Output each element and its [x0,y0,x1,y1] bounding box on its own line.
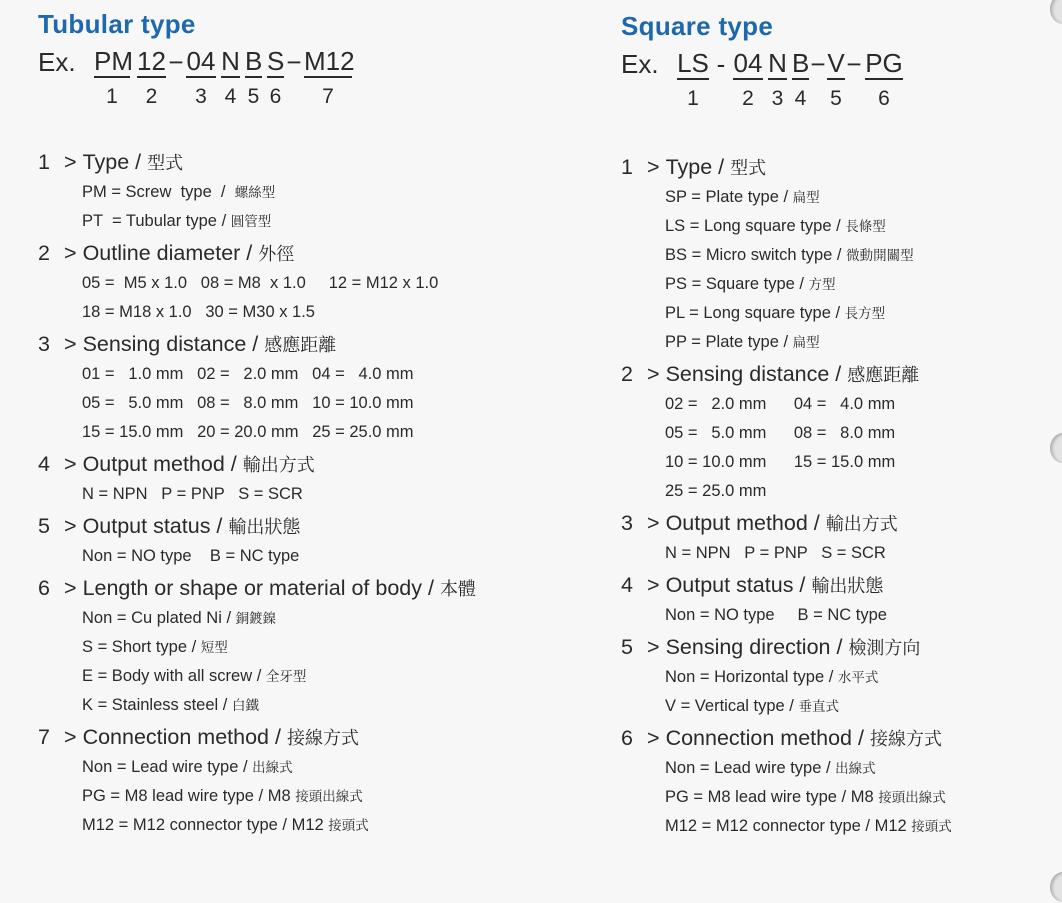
section-items [621,754,952,841]
code-segment-distance: 04 [733,48,763,78]
code-number: 1 [687,87,699,110]
option-item: 18 = M18 x 1.0 30 = M30 x 1.5 [82,303,315,321]
code-segment-direction: V [827,48,845,78]
section-items [38,542,476,571]
section-type [621,153,952,357]
section-items [38,753,476,840]
option-item: 25 = 25.0 mm [665,482,767,500]
option-item: 15 = 15.0 mm 20 = 20.0 mm 25 = 25.0 mm [82,423,414,441]
section-items [38,480,476,509]
section-output-status [38,512,476,571]
section-body [38,574,476,720]
code-segment-type: LS [677,48,709,78]
code-number: 5 [247,85,260,108]
option-item: PL = Long square type / 長方型 [665,304,886,322]
code-segment-output-status: B [245,46,263,76]
option-item: 02 = 2.0 mm 04 = 4.0 mm [665,395,896,413]
option-item: BS = Micro switch type / 微動開關型 [665,246,914,264]
section-items [621,539,952,568]
section-title-en: Output method / [665,511,820,535]
option-item: 10 = 10.0 mm 15 = 15.0 mm [665,453,896,471]
binder-hole-decoration [1050,433,1062,463]
gt-marker: > [64,514,77,538]
section-items [38,178,476,236]
section-title-en: Sensing distance / [82,332,259,356]
gt-marker: > [64,241,77,265]
section-number: 7 [38,725,50,749]
section-number: 6 [38,576,50,600]
code-segment-output-method: N [768,48,787,78]
code-separator: − [810,49,826,79]
gt-marker: > [64,332,77,356]
section-number: 1 [621,155,633,179]
binder-hole-decoration [1050,0,1062,24]
gt-marker: > [647,726,660,750]
code-number: 1 [106,85,118,108]
section-title [38,330,476,360]
section-type [38,148,476,236]
section-title [38,239,476,269]
option-item: LS = Long square type / 長條型 [665,217,886,235]
option-item: Non = NO type B = NC type [82,547,300,565]
section-title [38,450,476,480]
section-output-status [621,571,952,630]
square-code-example [621,44,1041,122]
section-items [38,604,476,720]
code-segment-body: S [267,46,285,76]
option-item: PT = Tubular type / 圓管型 [82,212,272,230]
square-sections [621,153,952,844]
section-title [38,512,476,542]
section-title [621,153,952,183]
example-label: Ex. [621,49,659,79]
code-separator: − [168,47,184,77]
section-title-en: Length or shape or material of body / [82,576,434,600]
code-segment-connection: PG [865,48,903,78]
option-item: Non = Horizontal type / 水平式 [665,668,879,686]
code-number: 5 [830,87,842,110]
code-number: 2 [145,85,158,108]
code-separator: − [286,47,302,77]
gt-marker: > [64,725,77,749]
section-sensing-distance [621,360,952,506]
code-number: 7 [322,85,334,108]
code-segment-connection: M12 [304,46,355,76]
code-separator: − [846,49,862,79]
option-item: SP = Plate type / 扁型 [665,188,820,206]
code-number: 3 [771,87,784,110]
section-title-zh: 感應距離 [847,365,920,385]
gt-marker: > [647,511,660,535]
section-number: 1 [38,150,50,174]
section-title [621,509,952,539]
section-items [38,269,476,327]
section-items [621,601,952,630]
section-title-zh: 輸出方式 [242,455,315,475]
option-item: PG = M8 lead wire type / M8 接頭出線式 [82,787,363,805]
section-items [621,390,952,506]
code-segment-output-status: B [792,48,810,78]
option-item: 05 = M5 x 1.0 08 = M8 x 1.0 12 = M12 x 1.0 [82,274,439,292]
section-number: 6 [621,726,633,750]
code-separator: - [716,49,726,79]
section-title [621,724,952,754]
gt-marker: > [647,635,660,659]
square-type-heading: Square type [621,11,774,41]
option-item: 05 = 5.0 mm 08 = 8.0 mm [665,424,896,442]
code-segment-distance: 04 [186,46,216,76]
section-title-zh: 檢測方向 [848,638,921,658]
gt-marker: > [64,576,77,600]
section-title [38,723,476,753]
section-output-method [38,450,476,509]
section-title-en: Output status / [665,573,806,597]
option-item: Non = Lead wire type / 出線式 [665,759,876,777]
section-title-zh: 輸出方式 [825,514,898,534]
option-item: Non = Cu plated Ni / 銅鍍鎳 [82,609,277,627]
section-number: 2 [38,241,50,265]
gt-marker: > [647,573,660,597]
option-item: N = NPN P = PNP S = SCR [665,544,886,562]
section-items [38,360,476,447]
option-item: PM = Screw type / 螺絲型 [82,183,276,201]
option-item: S = Short type / 短型 [82,638,228,656]
section-title-zh: 接線方式 [286,728,359,748]
code-number: 6 [269,85,282,108]
section-number: 5 [38,514,50,538]
option-item: PP = Plate type / 扁型 [665,333,820,351]
section-number: 5 [621,635,633,659]
section-outline-diameter [38,239,476,327]
section-title-zh: 型式 [147,153,184,173]
code-segment-diameter: 12 [137,46,166,76]
option-item: M12 = M12 connector type / M12 接頭式 [82,816,369,834]
gt-marker: > [647,362,660,386]
section-title-en: Connection method / [665,726,864,750]
section-title-zh: 感應距離 [264,335,337,355]
gt-marker: > [647,155,660,179]
tubular-code-example [38,42,548,120]
square-type-column [621,6,1041,835]
section-title-zh: 接線方式 [869,729,942,749]
option-item: PS = Square type / 方型 [665,275,836,293]
code-number: 3 [195,85,207,108]
section-items [621,183,952,357]
section-connection-method [621,724,952,841]
section-title-zh: 型式 [730,158,767,178]
section-title [38,148,476,178]
section-title [621,360,952,390]
section-number: 2 [621,362,633,386]
section-title-en: Connection method / [82,725,281,749]
section-number: 4 [38,452,50,476]
section-title [38,574,476,604]
section-output-method [621,509,952,568]
section-items [621,663,952,721]
section-title-en: Output status / [82,514,223,538]
tubular-type-heading: Tubular type [38,9,196,39]
option-item: 05 = 5.0 mm 08 = 8.0 mm 10 = 10.0 mm [82,394,414,412]
option-item: 01 = 1.0 mm 02 = 2.0 mm 04 = 4.0 mm [82,365,414,383]
example-label: Ex. [38,47,76,77]
option-item: M12 = M12 connector type / M12 接頭式 [665,817,952,835]
code-number: 4 [794,87,807,110]
binder-hole-decoration [1050,872,1062,902]
section-title-zh: 本體 [439,579,476,599]
code-number: 2 [742,87,754,110]
section-title-en: Sensing direction / [665,635,843,659]
tubular-type-column [38,6,548,834]
option-item: Non = Lead wire type / 出線式 [82,758,293,776]
section-title-en: Sensing distance / [665,362,842,386]
section-sensing-direction [621,633,952,721]
option-item: N = NPN P = PNP S = SCR [82,485,303,503]
section-title [621,633,952,663]
option-item: E = Body with all screw / 全牙型 [82,667,307,685]
section-title-en: Output method / [82,452,237,476]
section-title-en: Type / [665,155,725,179]
section-connection-method [38,723,476,840]
code-segment-type: PM [94,46,133,76]
option-item: K = Stainless steel / 白鐵 [82,696,259,714]
section-number: 4 [621,573,633,597]
section-title [621,571,952,601]
option-item: PG = M8 lead wire type / M8 接頭出線式 [665,788,946,806]
gt-marker: > [64,452,77,476]
section-title-zh: 外徑 [258,244,295,264]
code-number: 4 [224,85,237,108]
gt-marker: > [64,150,77,174]
section-title-en: Outline diameter / [82,241,253,265]
tubular-sections [38,148,476,843]
section-sensing-distance [38,330,476,447]
option-item: V = Vertical type / 垂直式 [665,697,839,715]
section-title-zh: 輸出狀態 [228,517,301,537]
code-segment-output-method: N [221,46,240,76]
section-title-zh: 輸出狀態 [811,576,884,596]
section-number: 3 [38,332,50,356]
code-number: 6 [878,87,890,110]
section-number: 3 [621,511,633,535]
section-title-en: Type / [82,150,142,174]
option-item: Non = NO type B = NC type [665,606,887,624]
